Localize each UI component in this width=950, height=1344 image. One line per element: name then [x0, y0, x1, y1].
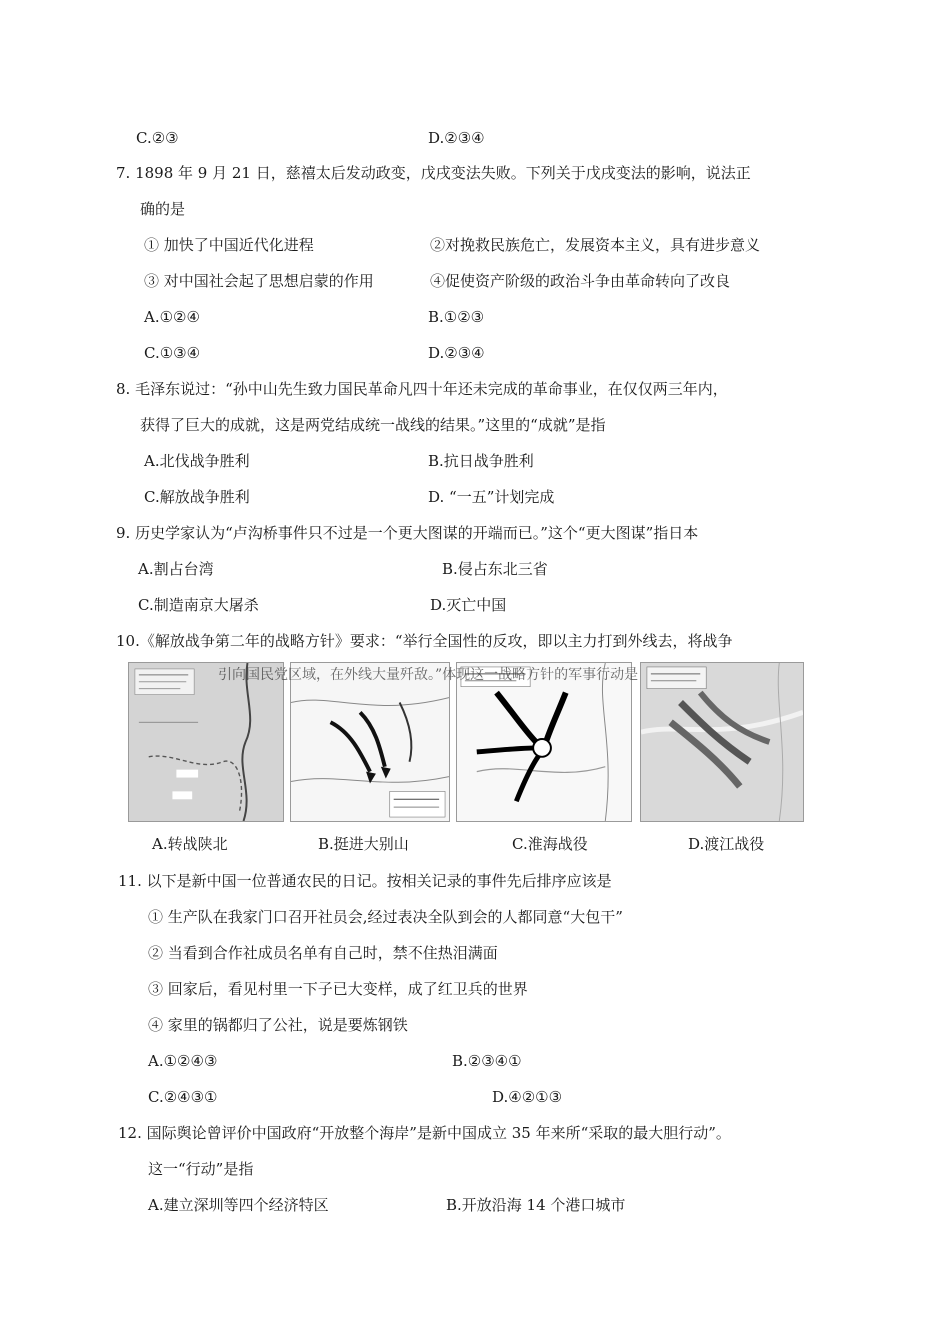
q6-option-d: D.②③④ [428, 129, 485, 147]
q8-option-b: B.抗日战争胜利 [428, 452, 534, 470]
q10-option-d: D.渡江战役 [688, 835, 765, 853]
q10-map-strip [128, 662, 804, 824]
q7-option-b: B.①②③ [428, 308, 485, 326]
q7-option-c: C.①③④ [144, 344, 201, 362]
q8-stem-line2: 获得了巨大的成就，这是两党结成统一战线的结果。”这里的“成就”是指 [140, 416, 606, 434]
q10-stem-line2: 引向国民党区域，在外线大量歼敌。”体现这一战略方针的军事行动是 [218, 667, 639, 683]
q12-stem-line1: 12. 国际舆论曾评价中国政府“开放整个海岸”是新中国成立 35 年来所“采取的最大胆行动”。 [118, 1124, 731, 1142]
q10-option-b: B.挺进大别山 [318, 835, 409, 853]
q12-stem-line2: 这一“行动”是指 [148, 1160, 254, 1178]
q11-entry-4: ④ 家里的锅都归了公社，说是要炼钢铁 [148, 1016, 408, 1034]
q9-option-d: D.灭亡中国 [430, 596, 507, 614]
q11-option-d: D.④②①③ [492, 1088, 563, 1106]
q11-entry-2: ② 当看到合作社成员名单有自己时，禁不住热泪满面 [148, 944, 498, 962]
q9-option-a: A.割占台湾 [138, 560, 214, 578]
q7-statement-4: ④促使资产阶级的政治斗争由革命转向了改良 [430, 272, 731, 290]
q11-option-a: A.①②④③ [148, 1052, 218, 1070]
q11-entry-3: ③ 回家后，看见村里一下子已大变样，成了红卫兵的世界 [148, 980, 528, 998]
q10-option-a: A.转战陕北 [152, 835, 228, 853]
q11-option-b: B.②③④① [452, 1052, 522, 1070]
q10-stem-line1: 10.《解放战争第二年的战略方针》要求：“举行全国性的反攻，即以主力打到外线去，将战争 [116, 632, 733, 650]
q12-option-a: A.建立深圳等四个经济特区 [148, 1196, 329, 1214]
map-dujiang [640, 662, 804, 822]
q7-statement-2: ②对挽救民族危亡，发展资本主义，具有进步意义 [430, 236, 761, 254]
q7-option-d: D.②③④ [428, 344, 485, 362]
q7-stem-line1: 7. 1898 年 9 月 21 日，慈禧太后发动政变，戊戌变法失败。下列关于戊戌变法的影响，说法正 [116, 164, 751, 182]
q9-option-b: B.侵占东北三省 [442, 560, 548, 578]
q12-option-b: B.开放沿海 14 个港口城市 [446, 1196, 626, 1214]
q10-option-c: C.淮海战役 [512, 835, 588, 853]
q9-stem: 9. 历史学家认为“卢沟桥事件只不过是一个更大图谋的开端而已。”这个“更大图谋”指日本 [116, 524, 699, 542]
q8-option-c: C.解放战争胜利 [144, 488, 250, 506]
map-huaihai [456, 662, 632, 822]
q7-statement-3: ③ 对中国社会起了思想启蒙的作用 [144, 272, 374, 290]
q8-option-d: D. “一五”计划完成 [428, 488, 555, 506]
q7-option-a: A.①②④ [144, 308, 200, 326]
q9-option-c: C.制造南京大屠杀 [138, 596, 259, 614]
q11-stem: 11. 以下是新中国一位普通农民的日记。按相关记录的事件先后排序应该是 [118, 872, 612, 890]
q7-stem-line2: 确的是 [140, 200, 186, 218]
q7-statement-1: ① 加快了中国近代化进程 [144, 236, 314, 254]
map-shaanbei [128, 662, 284, 822]
q11-entry-1: ① 生产队在我家门口召开社员会,经过表决全队到会的人都同意“大包干” [148, 908, 623, 926]
map-dabieshan [290, 662, 450, 822]
q6-option-c: C.②③ [136, 129, 179, 147]
q8-option-a: A.北伐战争胜利 [144, 452, 250, 470]
q8-stem-line1: 8. 毛泽东说过：“孙中山先生致力国民革命凡四十年还未完成的革命事业，在仅仅两三年内， [116, 380, 728, 398]
q11-option-c: C.②④③① [148, 1088, 218, 1106]
